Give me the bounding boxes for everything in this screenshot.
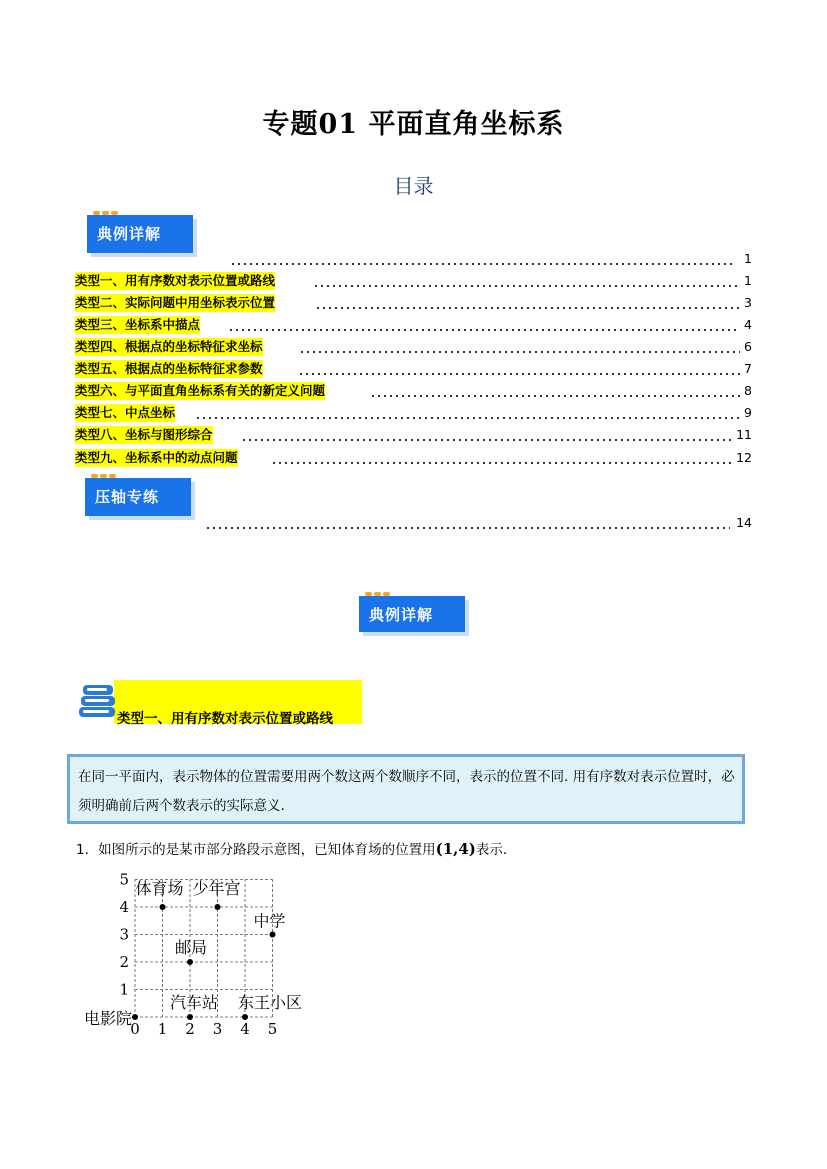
leader-dots bbox=[230, 263, 736, 265]
question-coordinate: (1,4) bbox=[435, 840, 476, 858]
leader-dots bbox=[195, 417, 740, 419]
place-label: 中学 bbox=[253, 911, 286, 931]
place-point bbox=[270, 932, 276, 938]
toc-page-number: 4 bbox=[744, 317, 752, 332]
toc-entry-label: 类型九、坐标系中的动点问题 bbox=[75, 450, 238, 465]
leader-dots bbox=[298, 373, 740, 375]
x-tick-label: 5 bbox=[267, 1020, 278, 1038]
leader-dots bbox=[315, 307, 740, 309]
toc-entry-label: 类型三、坐标系中描点 bbox=[75, 317, 201, 332]
place-label: 体育场 bbox=[135, 879, 184, 898]
place-point bbox=[215, 904, 221, 910]
toc-entry[interactable] bbox=[75, 449, 752, 467]
toc-badge-practice[interactable] bbox=[85, 478, 191, 516]
toc-badge-examples[interactable] bbox=[87, 215, 193, 253]
x-tick-label: 0 bbox=[130, 1020, 140, 1038]
toc-entry[interactable] bbox=[75, 316, 752, 334]
y-tick-label: 4 bbox=[119, 898, 129, 916]
leader-dots bbox=[370, 395, 740, 397]
leader-dots bbox=[241, 439, 732, 441]
leader-dots bbox=[205, 527, 730, 529]
toc-entry[interactable] bbox=[75, 426, 752, 444]
y-tick-label: 1 bbox=[119, 980, 129, 999]
toc-page-number: 9 bbox=[744, 405, 752, 420]
section-badge bbox=[359, 596, 465, 632]
toc-entry-label: 类型五、根据点的坐标特征求参数 bbox=[75, 361, 263, 376]
city-map-grid bbox=[74, 870, 334, 1045]
place-label: 电影院 bbox=[83, 1009, 132, 1028]
toc-entry-label: 类型二、实际问题中用坐标表示位置 bbox=[75, 295, 276, 310]
badge-label: 压轴专练 bbox=[95, 488, 160, 506]
place-point bbox=[160, 904, 166, 910]
toc-page-number: 8 bbox=[744, 383, 752, 398]
leader-dots bbox=[228, 329, 740, 331]
badge-label: 典例详解 bbox=[97, 225, 162, 243]
toc-heading: 目录 bbox=[393, 174, 434, 198]
toc-entry-label: 类型一、用有序数对表示位置或路线 bbox=[75, 273, 276, 288]
question-number: 1 bbox=[76, 842, 85, 858]
x-tick-label: 3 bbox=[212, 1020, 223, 1038]
place-label: 邮局 bbox=[175, 938, 208, 957]
toc-entry-label: 类型七、中点坐标 bbox=[75, 405, 176, 420]
toc-page-number: 14 bbox=[736, 515, 752, 530]
section-title: 类型一、用有序数对表示位置或路线 bbox=[117, 711, 333, 727]
leader-dots bbox=[299, 351, 740, 353]
toc-entry[interactable] bbox=[75, 382, 752, 400]
document-title: 专题01 平面直角坐标系 bbox=[262, 109, 565, 140]
x-tick-label: 4 bbox=[240, 1020, 250, 1038]
toc-page-number: 1 bbox=[744, 273, 752, 288]
place-point bbox=[187, 1014, 193, 1020]
toc-entry-practice[interactable] bbox=[75, 514, 752, 532]
toc-entry-label: 类型八、坐标与图形综合 bbox=[75, 427, 213, 442]
place-label: 汽车站 bbox=[170, 993, 219, 1012]
badge-label: 典例详解 bbox=[369, 606, 434, 624]
toc-page-number: 12 bbox=[736, 450, 752, 465]
y-tick-label: 5 bbox=[119, 870, 129, 889]
books-stack-icon bbox=[77, 683, 117, 721]
toc-entry-examples[interactable] bbox=[75, 250, 752, 268]
x-tick-label: 1 bbox=[157, 1020, 168, 1038]
toc-entry-label: 类型六、与平面直角坐标系有关的新定义问题 bbox=[75, 383, 326, 398]
badge-decoration-icon bbox=[91, 474, 116, 479]
place-point bbox=[132, 1014, 138, 1020]
toc-entry[interactable] bbox=[75, 360, 752, 378]
y-tick-label: 2 bbox=[119, 953, 129, 971]
tip-box bbox=[67, 754, 745, 824]
question-1 bbox=[76, 838, 516, 858]
toc-entry[interactable] bbox=[75, 294, 752, 312]
toc-entry[interactable] bbox=[75, 404, 752, 422]
question-text: ．如图所示的是某市部分路段示意图，已知体育场的位置用 bbox=[84, 842, 436, 858]
badge-decoration-icon bbox=[93, 211, 118, 216]
toc-page-number: 6 bbox=[744, 339, 752, 354]
leader-dots bbox=[313, 285, 740, 287]
place-label: 少年宫 bbox=[192, 879, 241, 898]
place-point bbox=[187, 959, 193, 965]
tip-text: 在同一平面内，表示物体的位置需要用两个数这两个数顺序不同，表示的位置不同. 用有序数对表示位置时，必须明确前后两个数表示的实际意义. bbox=[78, 769, 735, 814]
leader-dots bbox=[271, 462, 732, 464]
toc-page-number: 1 bbox=[744, 251, 752, 266]
place-point bbox=[242, 1014, 248, 1020]
x-tick-label: 2 bbox=[185, 1020, 195, 1038]
toc-page-number: 11 bbox=[736, 427, 752, 442]
toc-entry-label: 类型四、根据点的坐标特征求坐标 bbox=[75, 339, 263, 354]
toc-entry[interactable] bbox=[75, 272, 752, 290]
toc-page-number: 7 bbox=[744, 361, 752, 376]
badge-decoration-icon bbox=[365, 592, 390, 597]
question-text-end: 表示． bbox=[475, 842, 517, 858]
y-tick-label: 3 bbox=[119, 925, 129, 944]
toc-entry[interactable] bbox=[75, 338, 752, 356]
toc-page-number: 3 bbox=[744, 295, 752, 310]
place-label: 东王小区 bbox=[238, 993, 303, 1012]
